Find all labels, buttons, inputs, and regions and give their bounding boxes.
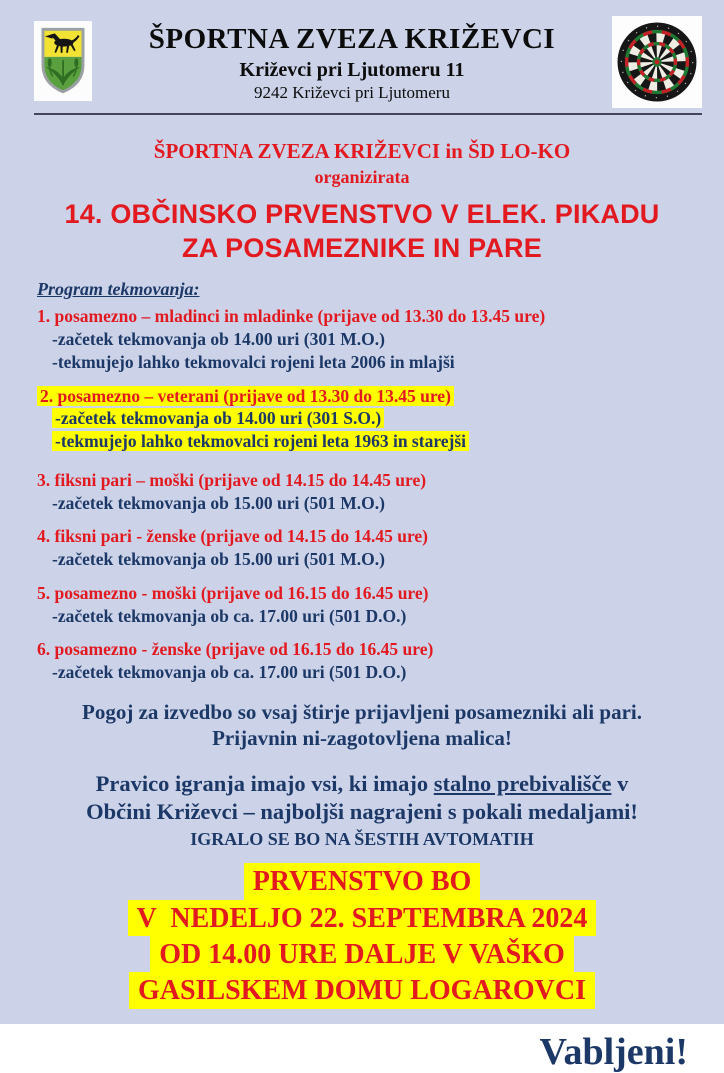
organizers-line: ŠPORTNA ZVEZA KRIŽEVCI in ŠD LO-KO <box>153 139 571 163</box>
program-item-title: 6. posamezno - ženske (prijave od 16.15 do 16.45 ure) <box>37 639 434 660</box>
header-text <box>92 16 612 102</box>
announcement-row <box>0 972 724 1008</box>
program-item-line: -začetek tekmovanja ob 15.00 uri (501 M.O.) <box>52 549 385 570</box>
program-item-line: -začetek tekmovanja ob 14.00 uri (301 M.O.) <box>52 329 385 350</box>
event-title-line-1: 14. OBČINSKO PRVENSTVO V ELEK. PIKADU <box>64 198 660 229</box>
announcement-line-4: GASILSKEM DOMU LOGAROVCI <box>129 972 595 1008</box>
program-item-title: 4. fiksni pari - ženske (prijave od 14.15 do 14.45 ure) <box>37 526 428 547</box>
program-item-title: 5. posamezno - moški (prijave od 16.15 do 16.45 ure) <box>37 582 429 603</box>
note-machines: IGRALO SE BO NA ŠESTIH AVTOMATIH <box>190 828 534 849</box>
announcement-row <box>0 936 724 972</box>
program-item-1 <box>37 305 700 373</box>
krizevci-coat-of-arms-logo <box>34 21 92 101</box>
program-item-line: -začetek tekmovanja ob 15.00 uri (501 M.O.) <box>52 492 385 513</box>
event-title <box>0 197 724 265</box>
header <box>0 0 724 108</box>
announcement-row <box>0 863 724 899</box>
program-item-title: 3. fiksni pari – moški (prijave od 14.15 do 14.45 ure) <box>37 469 427 490</box>
program-item-5 <box>37 582 700 628</box>
announcement-row <box>0 900 724 936</box>
program-item-line: -začetek tekmovanja ob ca. 17.00 uri (501 D.O.) <box>52 662 407 683</box>
program-item-line: -tekmujejo lahko tekmovalci rojeni leta 1963 in starejši <box>37 430 700 453</box>
program-item-title: 2. posamezno – veterani (prijave od 13.30 do 13.45 ure) <box>37 385 700 408</box>
program-item-4 <box>37 525 700 571</box>
announcement-line-2: V NEDELJO 22. SEPTEMBRA 2024 <box>128 900 597 936</box>
program-item-line: -začetek tekmovanja ob ca. 17.00 uri (501 D.O.) <box>52 605 407 626</box>
event-announcement <box>0 863 724 1008</box>
program-item-6 <box>37 638 700 684</box>
address-line-1: Križevci pri Ljutomeru 11 <box>239 58 465 81</box>
program-section <box>37 278 700 684</box>
program-item-line: -tekmujejo lahko tekmovalci rojeni leta 2006 in mlajši <box>52 351 455 372</box>
program-item-title: 1. posamezno – mladinci in mladinke (prijave od 13.30 do 13.45 ure) <box>37 306 546 327</box>
coat-of-arms-icon <box>38 25 88 97</box>
announcement-line-1: PRVENSTVO BO <box>244 863 481 899</box>
closing-invitation: Vabljeni! <box>539 1030 688 1073</box>
program-heading: Program tekmovanja: <box>37 278 200 299</box>
notes-section <box>0 699 724 850</box>
event-title-line-2: ZA POSAMEZNIKE IN PARE <box>182 232 542 263</box>
note-eligibility-line-1: Pravico igranja imajo vsi, ki imajo stalno prebivališče v <box>95 771 629 797</box>
program-item-2 <box>37 385 700 453</box>
intro-section <box>0 140 724 265</box>
header-divider <box>34 113 702 115</box>
note-eligibility-line-2: Občini Križevci – najboljši nagrajeni s pokali medaljami! <box>86 799 638 825</box>
program-item-3 <box>37 469 700 515</box>
organization-title: ŠPORTNA ZVEZA KRIŽEVCI <box>148 23 556 55</box>
address-line-2: 9242 Križevci pri Ljutomeru <box>254 82 450 102</box>
note-conditions: Pogoj za izvedbo so vsaj štirje prijavljeni posamezniki ali pari. <box>82 699 642 724</box>
program-item-line: -začetek tekmovanja ob 14.00 uri (301 S.O.) <box>37 407 700 430</box>
underlined-residence-text: stalno prebivališče <box>433 771 612 797</box>
note-fee: Prijavnin ni-zagotovljena malica! <box>212 726 512 751</box>
announcement-line-3: OD 14.00 URE DALJE V VAŠKO <box>150 936 574 972</box>
dartboard-icon <box>615 20 699 104</box>
organize-verb: organizirata <box>314 167 410 188</box>
dartboard-logo <box>612 16 702 108</box>
